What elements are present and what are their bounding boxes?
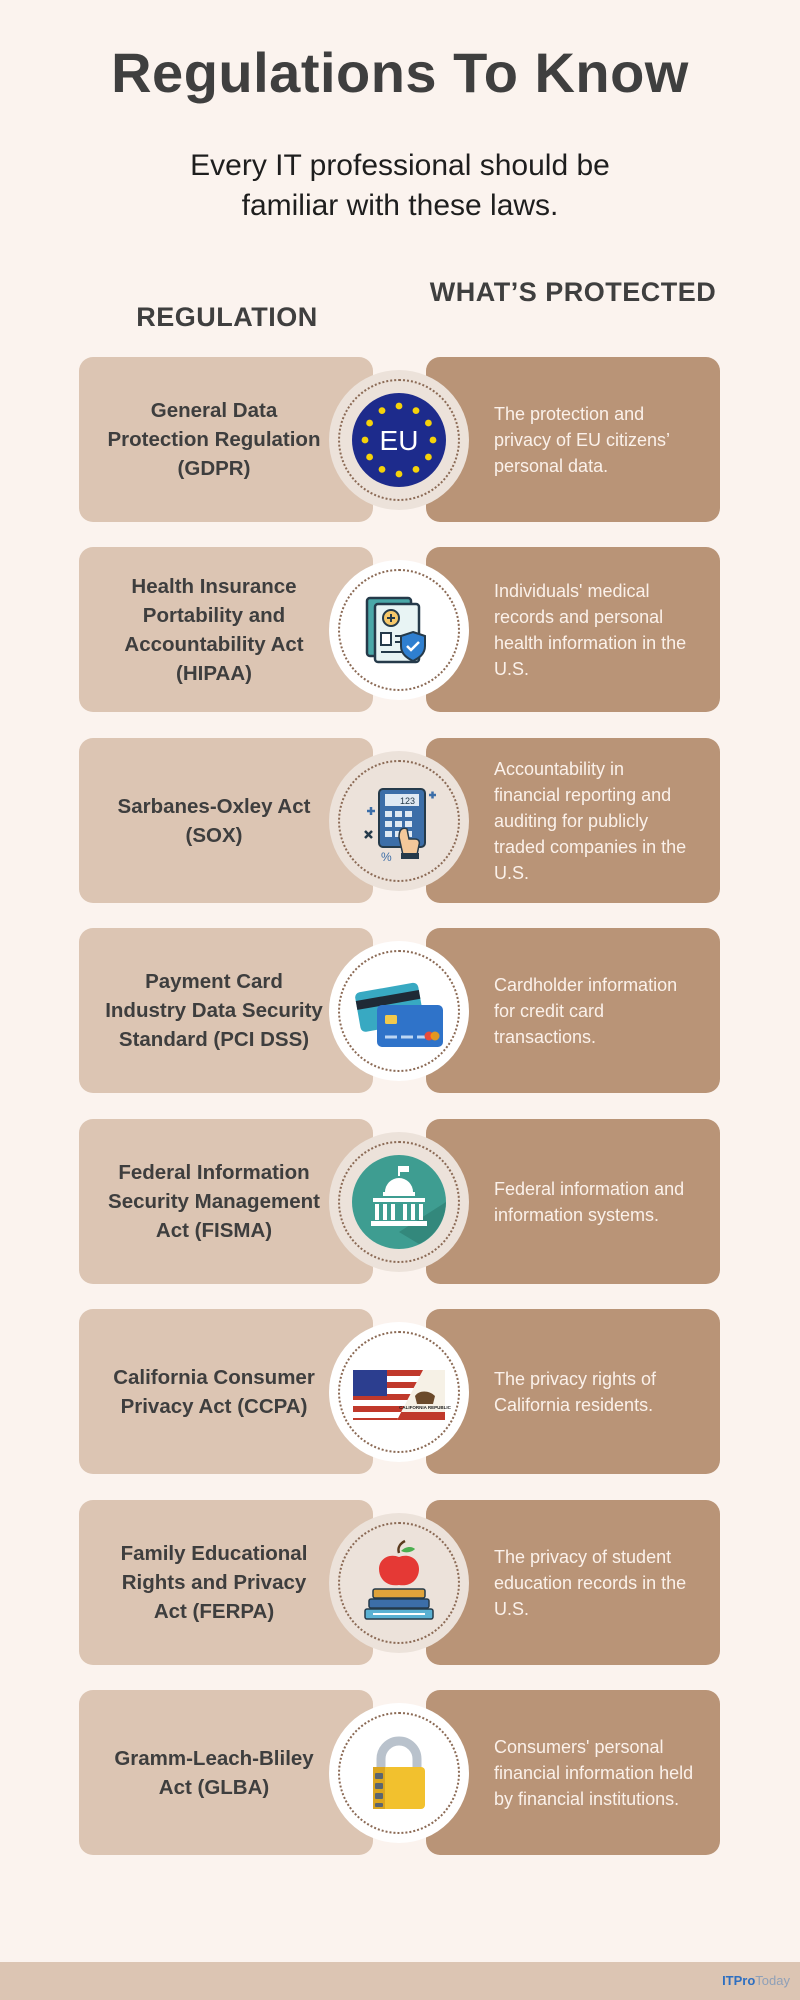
protected-description: Consumers' personal financial information held by financial institutions. [494,1736,694,1809]
credit-card-icon [329,941,469,1081]
protected-card [426,1119,720,1284]
california-flag-label: CALIFORNIA REPUBLIC [399,1405,451,1410]
icon-medallion [329,370,469,510]
page-title: Regulations To Know [111,41,689,104]
icon-medallion [329,941,469,1081]
calculator-display: 123 [399,796,415,806]
protected-card [426,547,720,712]
protected-description: The privacy rights of California residents. [494,1368,657,1415]
medical-record-icon [329,560,469,700]
regulation-row-ferpa [79,1500,720,1665]
protected-description: Accountability in financial reporting and auditing for publicly traded companies in the U.S. [494,758,687,883]
column-header-protected: WHAT’S PROTECTED [429,277,717,307]
icon-medallion [329,1322,469,1462]
regulation-row-hipaa [79,547,720,712]
regulation-name: Family Educational Rights and Privacy Act (FERPA) [120,1542,308,1623]
icon-medallion [329,751,469,891]
regulation-name: California Consumer Privacy Act (CCPA) [113,1365,315,1418]
capitol-building-icon [329,1132,469,1272]
protected-card [426,738,720,903]
padlock-icon [329,1703,469,1843]
regulation-row-gdpr [79,357,720,522]
apple-books-icon [329,1513,469,1653]
eu-flag-label: EU [379,425,419,456]
protected-card [426,357,720,522]
protected-card [426,1500,720,1665]
page-subtitle: Every IT professional should be familiar with these laws. [190,149,610,222]
protected-description: Cardholder information for credit card transactions. [494,974,678,1047]
us-california-flag-icon [329,1322,469,1462]
brand-logo [722,1973,790,1988]
protected-card [426,1690,720,1855]
regulation-row-fisma [79,1119,720,1284]
protected-card [426,928,720,1093]
eu-flag-icon [329,370,469,510]
regulation-name: Sarbanes-Oxley Act (SOX) [117,794,311,847]
regulation-row-pci-dss [79,928,720,1093]
regulation-name: General Data Protection Regulation (GDPR) [107,399,321,480]
icon-medallion [329,1132,469,1272]
regulation-name: Health Insurance Portability and Accountability Act (HIPAA) [124,574,304,685]
icon-medallion [329,1703,469,1843]
icon-medallion [329,1513,469,1653]
protected-description: The protection and privacy of EU citizens’ personal data. [494,403,670,476]
footer-bar [0,1962,800,2000]
column-header-regulation: REGULATION [136,302,318,332]
brand-logo-part1: ITPro [722,1973,756,1988]
regulation-name: Payment Card Industry Data Security Standard (PCI DSS) [105,970,323,1051]
protected-description: Individuals' medical records and personal health information in the U.S. [494,580,687,679]
protected-description: Federal information and information systems. [494,1178,685,1225]
protected-card [426,1309,720,1474]
regulation-row-ccpa [79,1309,720,1474]
brand-logo-part2: Today [755,1973,790,1988]
regulation-row-glba [79,1690,720,1855]
protected-description: The privacy of student education records in the U.S. [494,1546,687,1619]
calculator-icon [329,751,469,891]
regulation-name: Gramm-Leach-Bliley Act (GLBA) [114,1746,314,1799]
regulation-name: Federal Information Security Management Act (FISMA) [108,1161,320,1242]
regulation-row-sox [79,738,720,903]
icon-medallion [329,560,469,700]
svg-text:%: % [381,850,392,864]
